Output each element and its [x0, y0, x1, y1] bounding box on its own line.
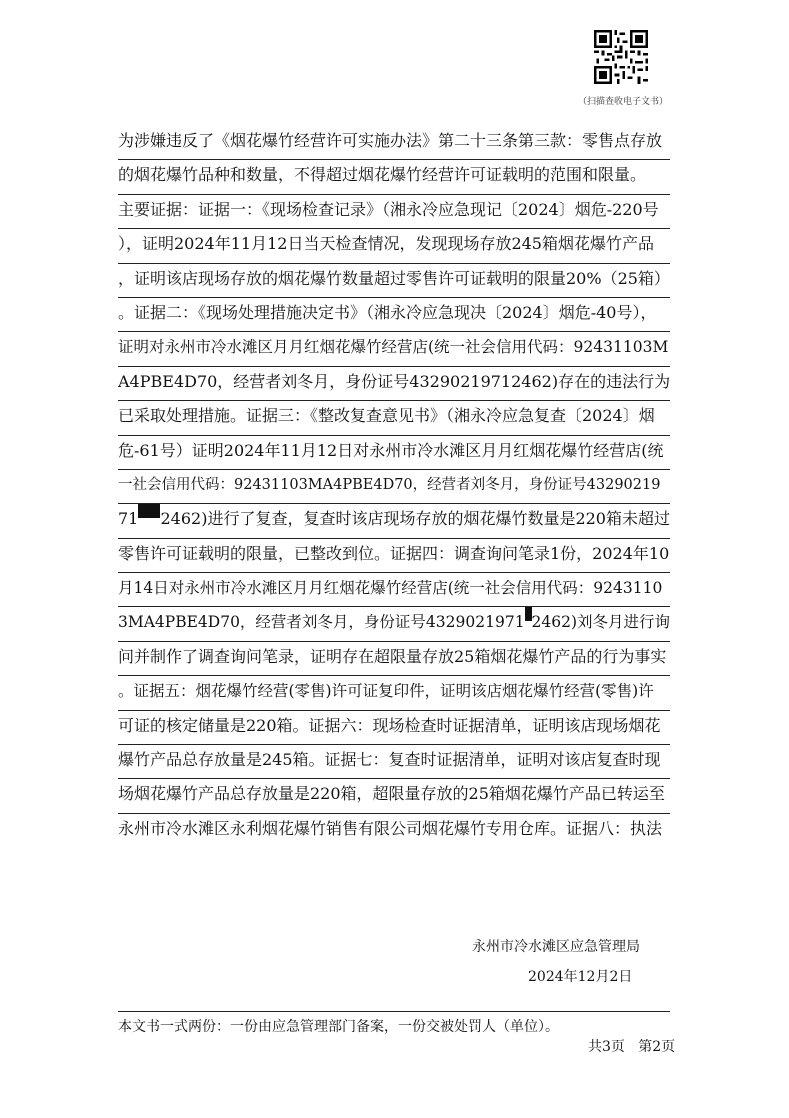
text-line: 零售许可证载明的限量，已整改到位。证据四：调查询问笔录1份，2024年10: [118, 539, 670, 573]
text-line: 71 2462)进行了复查，复查时该店现场存放的烟花爆竹数量是220箱未超过: [118, 504, 670, 538]
text-line: 证明对永州市冷水滩区月月红烟花爆竹经营店(统一社会信用代码：92431103M: [118, 332, 670, 366]
text-line: 问并制作了调查询问笔录，证明存在超限量存放25箱烟花爆竹产品的行为事实: [118, 642, 670, 676]
page-number: 共3页 第2页: [588, 1039, 676, 1055]
text-line: ），证明2024年11月12日当天检查情况，发现现场存放245箱烟花爆竹产品: [118, 229, 670, 263]
text-line: 可证的核定储量是220箱。证据六：现场检查时证据清单，证明该店现场烟花: [118, 711, 670, 745]
redaction-bar: [138, 504, 160, 518]
text-line: 一社会信用代码：92431103MA4PBE4D70，经营者刘冬月，身份证号43290219: [118, 470, 670, 504]
text-line: ，证明该店现场存放的烟花爆竹数量超过零售许可证载明的限量20%（25箱）: [118, 264, 670, 298]
text-line: 月14日对永州市冷水滩区月月红烟花爆竹经营店(统一社会信用代码：9243110: [118, 573, 670, 607]
text-line: A4PBE4D70，经营者刘冬月，身份证号4329021971 2462)存在的违法行为: [118, 367, 670, 401]
text-line: 的烟花爆竹品种和数量，不得超过烟花爆竹经营许可证载明的范围和限量。: [118, 160, 670, 194]
text-line: 。证据五：烟花爆竹经营(零售)许可证复印件，证明该店烟花爆竹经营(零售)许: [118, 676, 670, 710]
issuer-name: 永州市冷水滩区应急管理局: [472, 939, 640, 955]
text-line: 已采取处理措施。证据三：《整改复查意见书》（湘永冷应急复查〔2024〕烟: [118, 401, 670, 435]
text-line: 。证据二：《现场处理措施决定书》（湘永冷应急现决〔2024〕烟危-40号），: [118, 298, 670, 332]
text-line: 3MA4PBE4D70，经营者刘冬月，身份证号4329021971 2462)刘冬月进行询: [118, 607, 670, 641]
qr-code-icon: [594, 30, 648, 84]
text-line: 爆竹产品总存放量是245箱。证据七：复查时证据清单，证明对该店复查时现: [118, 745, 670, 779]
qr-caption: （扫描查收电子文书）: [578, 97, 669, 107]
text-line: 场烟花爆竹产品总存放量是220箱，超限量存放的25箱烟花爆竹产品已转运至: [118, 779, 670, 813]
text-line: 主要证据：证据一：《现场检查记录》（湘永冷应急现记〔2024〕烟危-220号: [118, 195, 670, 229]
footer-divider: [118, 1011, 670, 1012]
redaction-bar: [525, 607, 532, 621]
text-line: 永州市冷水滩区永利烟花爆竹销售有限公司烟花爆竹专用仓库。证据八：执法: [118, 818, 663, 838]
body-text: [118, 126, 670, 848]
text-line: 危-61号）证明2024年11月12日对永州市冷水滩区月月红烟花爆竹经营店(统: [118, 436, 670, 470]
footer-note: 本文书一式两份：一份由应急管理部门备案，一份交被处罚人（单位）。: [118, 1019, 559, 1035]
text-line: 为涉嫌违反了《烟花爆竹经营许可实施办法》第二十三条第三款：零售点存放: [118, 126, 670, 160]
issue-date: 2024年12月2日: [528, 969, 633, 985]
